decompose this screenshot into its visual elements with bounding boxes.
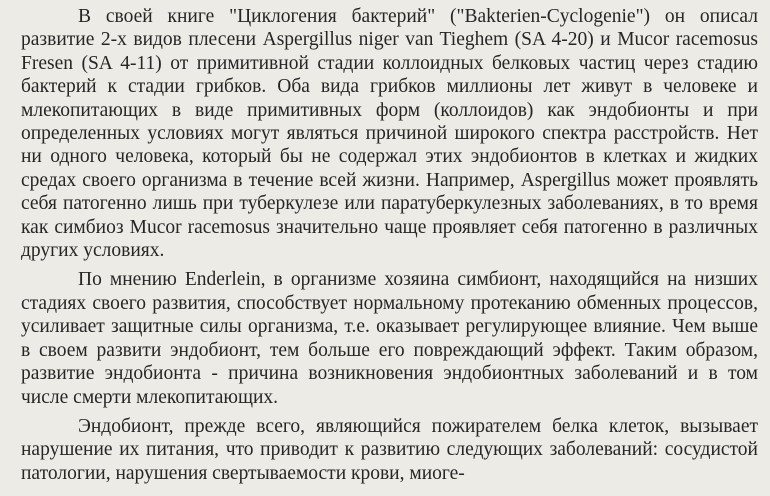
paragraph-3: Эндобионт, прежде всего, являющийся пожирателем белка клеток, вызывает нарушение их питания, что приводит к развитию следующих заболеваний: сосудистой патологии, нарушения свертываемости крови, миоге- xyxy=(21,415,758,484)
text-body xyxy=(21,5,758,485)
paragraph-2: По мнению Enderlein, в организме хозяина симбионт, находящийся на низших стадиях своего развития, способствует нормальному протеканию обменных процессов, усиливает защитные силы организма, т.е. оказывает регулирующее влияние. Чем выше в своем развити эндобионт, тем больше его повреждающий эффект. Таким образом, развитие эндобионта - причина возникновения эндобионтных заболеваний и в том числе смерти млекопитающих. xyxy=(21,269,758,408)
paragraph-1: В своей книге "Циклогения бактерий" ("Bakterien-Cyclogenie") он описал развитие 2-х видов плесени Aspergillus niger van Tieghem (SA 4-20) и Mucor racemosus Fresen (SA 4-11) от примитивной стадии коллоидных белковых частиц через стадию бактерий к стадии грибков. Оба вида грибков миллионы лет живут в человеке и млекопитающих в виде примитивных форм (коллоидов) как эндобионты и при определенных условиях могут являться причиной широкого спектра расстройств. Нет ни одного человека, который бы не содержал этих эндобионтов в клетках и жидких средах своего организма в течение всей жизни. Например, Aspergillus может проявлять себя патогенно лишь при туберкулезе или паратуберкулезных заболеваниях, в то время как симбиоз Mucor racemosus значительно чаще проявляет себя патогенно в различных других условиях. xyxy=(21,6,758,262)
